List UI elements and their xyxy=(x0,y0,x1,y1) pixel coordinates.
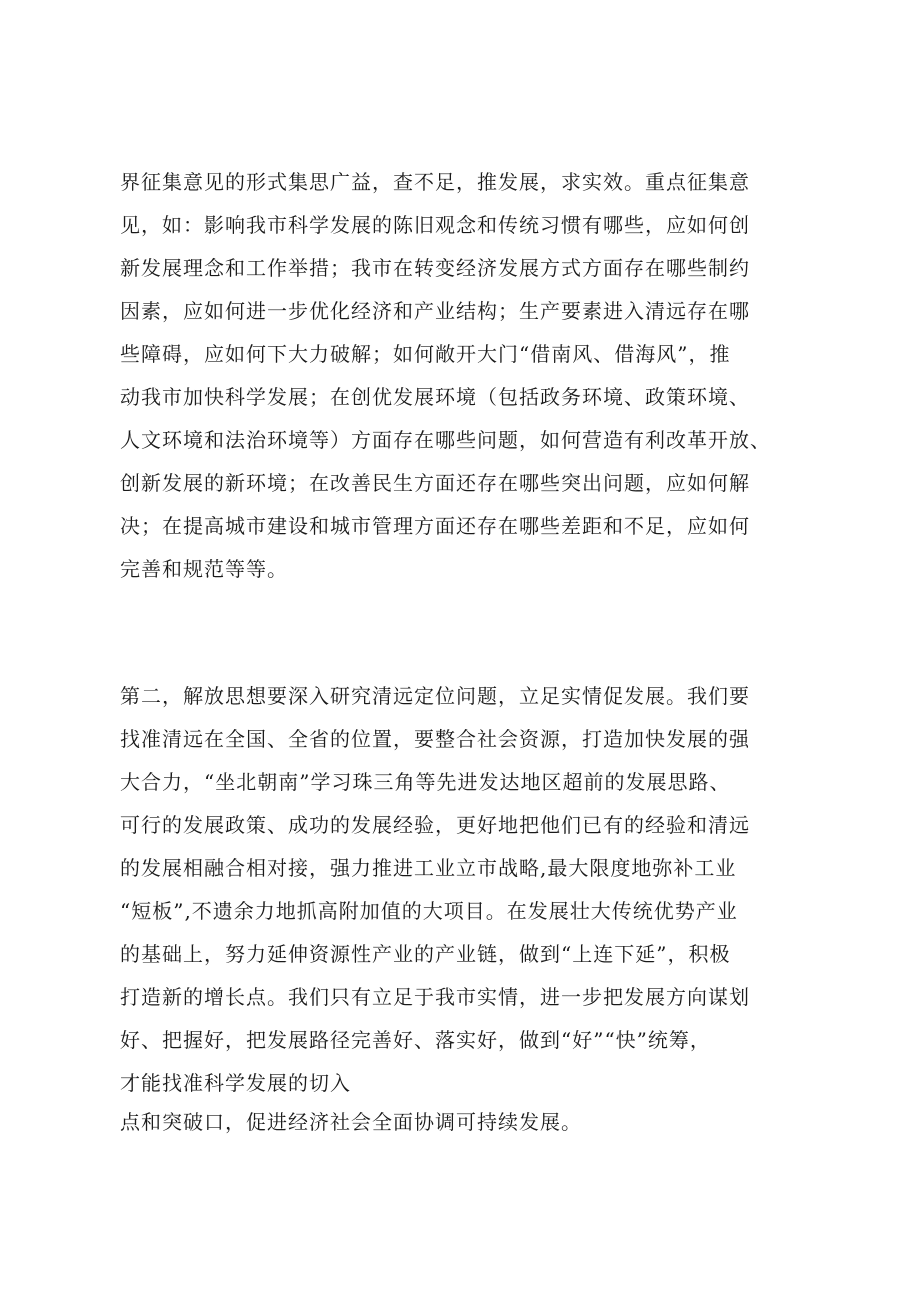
paragraph-2-line: 好、把握好，把发展路径完善好、落实好，做到“好”“快”统筹， xyxy=(120,1028,711,1052)
paragraph-2-line: “短板”,不遗余力地抓高附加值的大项目。在发展壮大传统优势产业 xyxy=(120,899,738,923)
paragraph-1-line: 创新发展的新环境；在改善民生方面还存在哪些突出问题，应如何解 xyxy=(120,471,750,495)
paragraph-1-line: 决；在提高城市建设和城市管理方面还存在哪些差距和不足，应如何 xyxy=(120,514,750,538)
paragraph-1-line: 人文环境和法治环境等）方面存在哪些问题，如何营造有利改革开放、 xyxy=(120,428,771,452)
paragraph-2-line: 大合力，“坐北朝南”学习珠三角等先进发达地区超前的发展思路、 xyxy=(120,770,731,794)
paragraph-2-line: 打造新的增长点。我们只有立足于我市实情，进一步把发展方向谋划 xyxy=(120,985,750,1009)
paragraph-1-line: 完善和规范等等。 xyxy=(120,557,288,581)
paragraph-2-line: 的发展相融合相对接，强力推进工业立市战略,最大限度地弥补工业 xyxy=(120,856,737,880)
paragraph-2-line: 才能找准科学发展的切入 xyxy=(120,1071,351,1095)
paragraph-1-line: 新发展理念和工作举措；我市在转变经济发展方式方面存在哪些制约 xyxy=(120,256,750,280)
paragraph-1-line: 见，如：影响我市科学发展的陈旧观念和传统习惯有哪些，应如何创 xyxy=(120,213,750,237)
paragraph-1-line: 界征集意见的形式集思广益，查不足，推发展，求实效。重点征集意 xyxy=(120,170,750,194)
paragraph-1-line: 动我市加快科学发展；在创优发展环境（包括政务环境、政策环境、 xyxy=(120,385,750,409)
paragraph-1-line: 因素，应如何进一步优化经济和产业结构；生产要素进入清远存在哪 xyxy=(120,299,750,323)
paragraph-2-line: 的基础上，努力延伸资源性产业的产业链，做到“上连下延”，积极 xyxy=(120,942,731,966)
paragraph-2-line: 第二，解放思想要深入研究清远定位问题，立足实情促发展。我们要 xyxy=(120,684,750,708)
paragraph-2-line: 点和突破口，促进经济社会全面协调可持续发展。 xyxy=(120,1110,582,1134)
paragraph-1-line: 些障碍，应如何下大力破解；如何敞开大门“借南风、借海风”，推 xyxy=(120,342,731,366)
paragraph-2-line: 找准清远在全国、全省的位置，要整合社会资源，打造加快发展的强 xyxy=(120,727,750,751)
paragraph-2-line: 可行的发展政策、成功的发展经验，更好地把他们已有的经验和清远 xyxy=(120,813,750,837)
